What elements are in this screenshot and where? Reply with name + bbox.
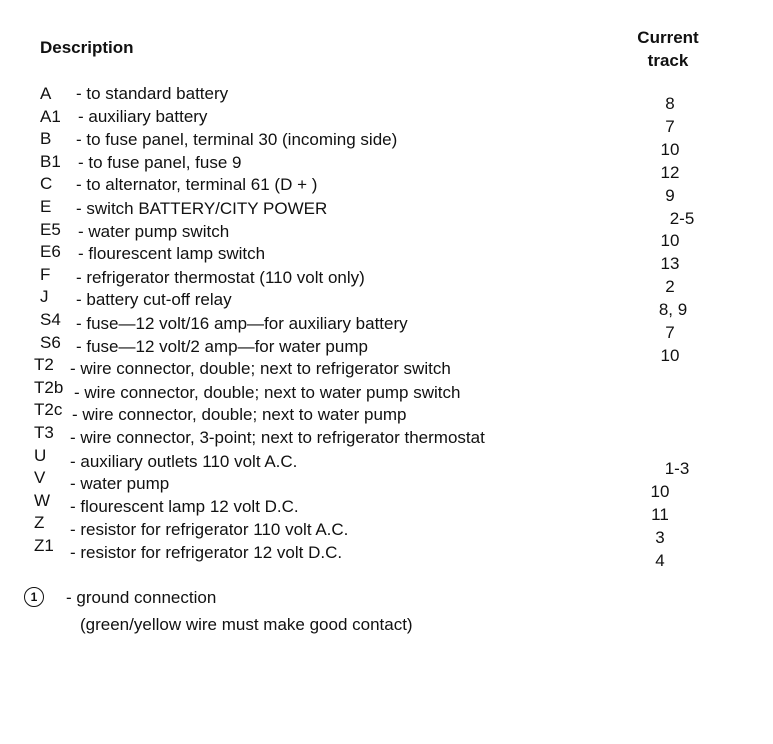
item-code: T2b (34, 378, 64, 397)
item-description: - auxiliary outlets 110 volt A.C. (70, 451, 298, 471)
item-description: - fuse—12 volt/2 amp—for water pump (76, 336, 368, 356)
track-number: 12 (660, 163, 680, 182)
item-code: S6 (40, 333, 61, 352)
track-number: 11 (651, 505, 669, 524)
item-code: C (40, 174, 53, 193)
list-item (0, 376, 773, 402)
list-item (0, 398, 773, 424)
current-track-header-line2: track (647, 51, 689, 70)
item-description: - resistor for refrigerator 110 volt A.C. (70, 519, 349, 539)
track-number: 1-3 (664, 459, 690, 478)
item-code: A (40, 84, 52, 103)
track-number: 9 (665, 186, 675, 205)
item-code: A1 (40, 107, 61, 126)
item-description: - to alternator, terminal 61 (D + ) (76, 175, 318, 195)
item-description: - to fuse panel, fuse 9 (78, 153, 242, 173)
item-description: - water pump switch (78, 222, 230, 242)
item-description: - to standard battery (76, 84, 229, 103)
item-code: F (40, 265, 51, 284)
item-code: V (34, 468, 46, 487)
item-code: U (34, 446, 47, 465)
track-number: 10 (660, 231, 680, 250)
current-track-header-line1: Current (637, 28, 699, 47)
item-code: T3 (34, 423, 54, 442)
item-code: B1 (40, 152, 61, 171)
item-description: - wire connector, double; next to refrigerator switch (70, 359, 451, 379)
track-number: 7 (665, 117, 675, 136)
item-description: - resistor for refrigerator 12 volt D.C. (70, 543, 343, 562)
track-number: 10 (660, 140, 680, 159)
item-code: S4 (40, 310, 61, 329)
item-description: - wire connector, double; next to water pump (72, 404, 407, 424)
current-track-header (628, 26, 708, 72)
track-number: 13 (660, 254, 680, 273)
item-code: J (40, 287, 49, 306)
track-number: 8, 9 (658, 300, 688, 319)
item-code: E (40, 197, 52, 216)
track-number: 10 (650, 482, 670, 501)
track-number: 8 (665, 94, 675, 113)
circled-1-icon: 1 (24, 587, 44, 607)
track-number: 3 (655, 528, 665, 547)
item-description: - flourescent lamp 12 volt D.C. (70, 497, 299, 517)
item-description: - flourescent lamp switch (78, 244, 266, 264)
item-description: - water pump (70, 473, 170, 493)
item-description: - wire connector, double; next to water pump switch (74, 382, 461, 402)
description-header: Description (40, 38, 134, 57)
track-number: 10 (660, 346, 680, 365)
item-description: - switch BATTERY/CITY POWER (76, 198, 328, 218)
item-code: B (40, 129, 52, 148)
item-code: E5 (40, 220, 61, 239)
track-number: 2 (665, 277, 675, 296)
list-item (0, 421, 773, 448)
item-code: T2 (34, 355, 54, 374)
track-number: 7 (665, 323, 675, 342)
track-number: 2-5 (669, 209, 695, 228)
item-code: Z1 (34, 536, 54, 555)
item-description: - to fuse panel, terminal 30 (incoming side) (76, 129, 398, 149)
item-description: - wire connector, 3-point; next to refrigerator thermostat (70, 428, 485, 448)
item-code: E6 (40, 242, 61, 261)
track-number: 4 (655, 551, 665, 570)
item-code: W (34, 491, 51, 510)
ground-connection-label: - ground connection (66, 588, 217, 607)
item-code: Z (34, 513, 45, 532)
item-description: - fuse—12 volt/16 amp—for auxiliary battery (76, 313, 408, 333)
item-description: - refrigerator thermostat (110 volt only) (76, 267, 365, 287)
ground-connection-note: (green/yellow wire must make good contact) (80, 615, 413, 634)
item-description: - battery cut-off relay (76, 290, 232, 310)
item-description: - auxiliary battery (78, 107, 208, 127)
item-code: T2c (34, 400, 63, 419)
